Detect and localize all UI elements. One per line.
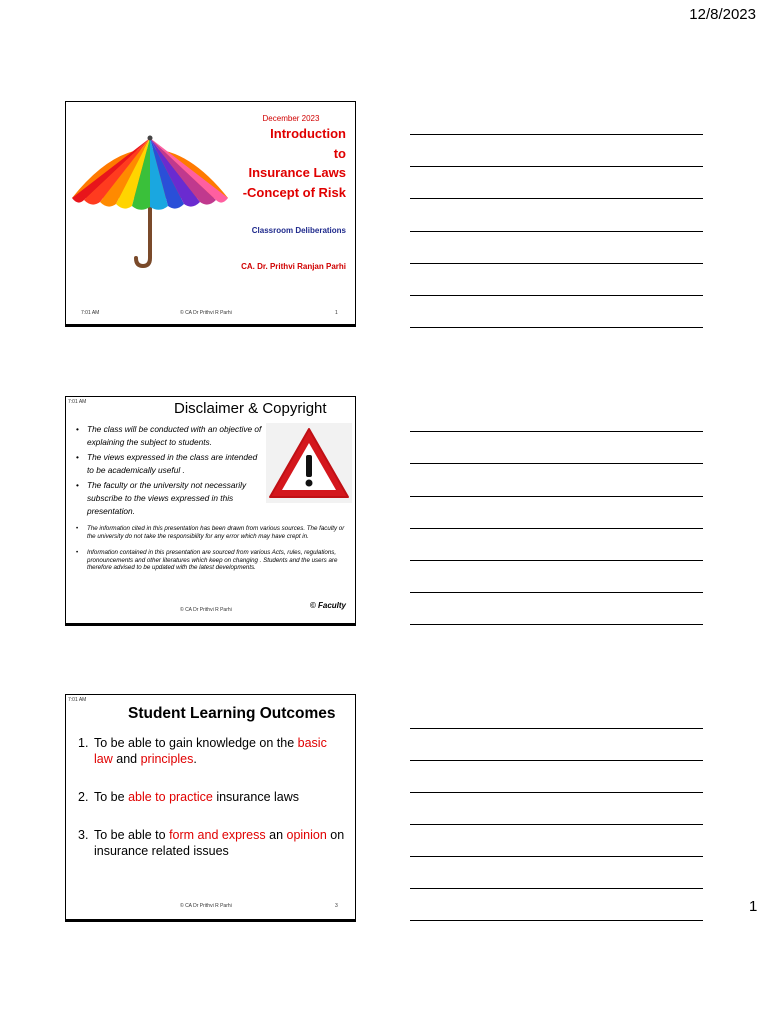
- note-line: [410, 431, 703, 432]
- list-item: • Information contained in this presentation are sourced from various Acts, rules, regulations, pronouncements and other literatures which keep on changing . Students and the users are therefore advised to be updated with the latest developments.: [74, 549, 349, 572]
- note-line: [410, 463, 703, 464]
- page-number: 1: [749, 898, 758, 915]
- slide-time: 7:01 AM: [68, 697, 87, 703]
- slide-author: CA. Dr. Prithvi Ranjan Parhi: [241, 262, 346, 271]
- note-line: [410, 920, 703, 921]
- list-item: • The class will be conducted with an objective of explaining the subject to students.: [74, 423, 264, 449]
- list-item: • The views expressed in the class are intended to be academically useful .: [74, 451, 264, 477]
- title-line: to: [333, 145, 346, 161]
- item-text: To be able to gain knowledge on the: [94, 736, 298, 750]
- slide-title: Disclaimer & Copyright: [174, 400, 327, 417]
- page-date: 12/8/2023: [689, 6, 756, 23]
- note-line: [410, 888, 703, 889]
- slide-subtitle: Classroom Deliberations: [251, 226, 346, 235]
- slide-title: [243, 124, 346, 202]
- slide-3: [65, 694, 356, 920]
- note-line: [410, 728, 703, 729]
- item-text: an: [265, 828, 287, 842]
- slide-1: [65, 101, 356, 325]
- note-line: [410, 528, 703, 529]
- note-line: [410, 263, 703, 264]
- note-line: [410, 134, 703, 135]
- title-line: Introduction: [270, 126, 346, 141]
- list-item: [78, 827, 348, 859]
- note-line: [410, 295, 703, 296]
- slide-time: 7:01 AM: [81, 310, 100, 316]
- note-line: [410, 856, 703, 857]
- slide-2: [65, 396, 356, 624]
- list-item: [78, 735, 348, 767]
- item-number: 3.: [78, 828, 89, 842]
- note-line: [410, 760, 703, 761]
- item-text: on insurance related issues: [94, 828, 345, 858]
- note-line: [410, 824, 703, 825]
- warning-icon: [266, 423, 352, 503]
- note-line: [410, 624, 703, 625]
- slide-time: 7:01 AM: [68, 399, 87, 405]
- item-highlight: opinion: [286, 828, 327, 842]
- note-line: [410, 231, 703, 232]
- slide-copyright: © CA Dr Prithvi R Parhi: [180, 310, 232, 316]
- slide-copyright: © CA Dr Prithvi R Parhi: [180, 903, 232, 909]
- item-number: 2.: [78, 790, 89, 804]
- item-highlight: basic law: [94, 736, 327, 766]
- item-text: .: [193, 752, 197, 766]
- item-number: 1.: [78, 736, 89, 750]
- faculty-mark: © Faculty: [309, 601, 346, 610]
- disclaimer-list: [74, 423, 264, 520]
- note-line: [410, 560, 703, 561]
- note-line: [410, 496, 703, 497]
- item-highlight: form and express: [169, 828, 266, 842]
- note-line: [410, 166, 703, 167]
- list-item: • The faculty or the university not necessarily subscribe to the views expressed in this presentation.: [74, 479, 264, 518]
- item-highlight: able to practice: [128, 790, 213, 804]
- slide-date: December 2023: [262, 114, 320, 123]
- title-line: Insurance Laws: [248, 165, 346, 180]
- item-highlight: principles: [140, 752, 194, 766]
- item-text: insurance laws: [212, 790, 299, 804]
- disclaimer-notes: [74, 525, 349, 581]
- slide-number: 1: [335, 310, 338, 316]
- slide-title: Student Learning Outcomes: [128, 705, 336, 722]
- item-text: To be able to: [94, 828, 170, 842]
- list-item: [78, 789, 348, 805]
- outcomes-list: [78, 735, 348, 859]
- note-line: [410, 198, 703, 199]
- note-line: [410, 327, 703, 328]
- slide-number: 3: [335, 903, 338, 909]
- note-line: [410, 592, 703, 593]
- umbrella-icon: [68, 130, 228, 270]
- list-item: • The information cited in this presentation has been drawn from various sources. The faculty or the university do not take the responsibility for any error which may have crept in.: [74, 525, 349, 540]
- note-line: [410, 792, 703, 793]
- slide-copyright: © CA Dr Prithvi R Parhi: [180, 607, 232, 613]
- item-text: To be: [94, 790, 129, 804]
- title-line: -Concept of Risk: [242, 184, 346, 200]
- item-text: and: [112, 752, 141, 766]
